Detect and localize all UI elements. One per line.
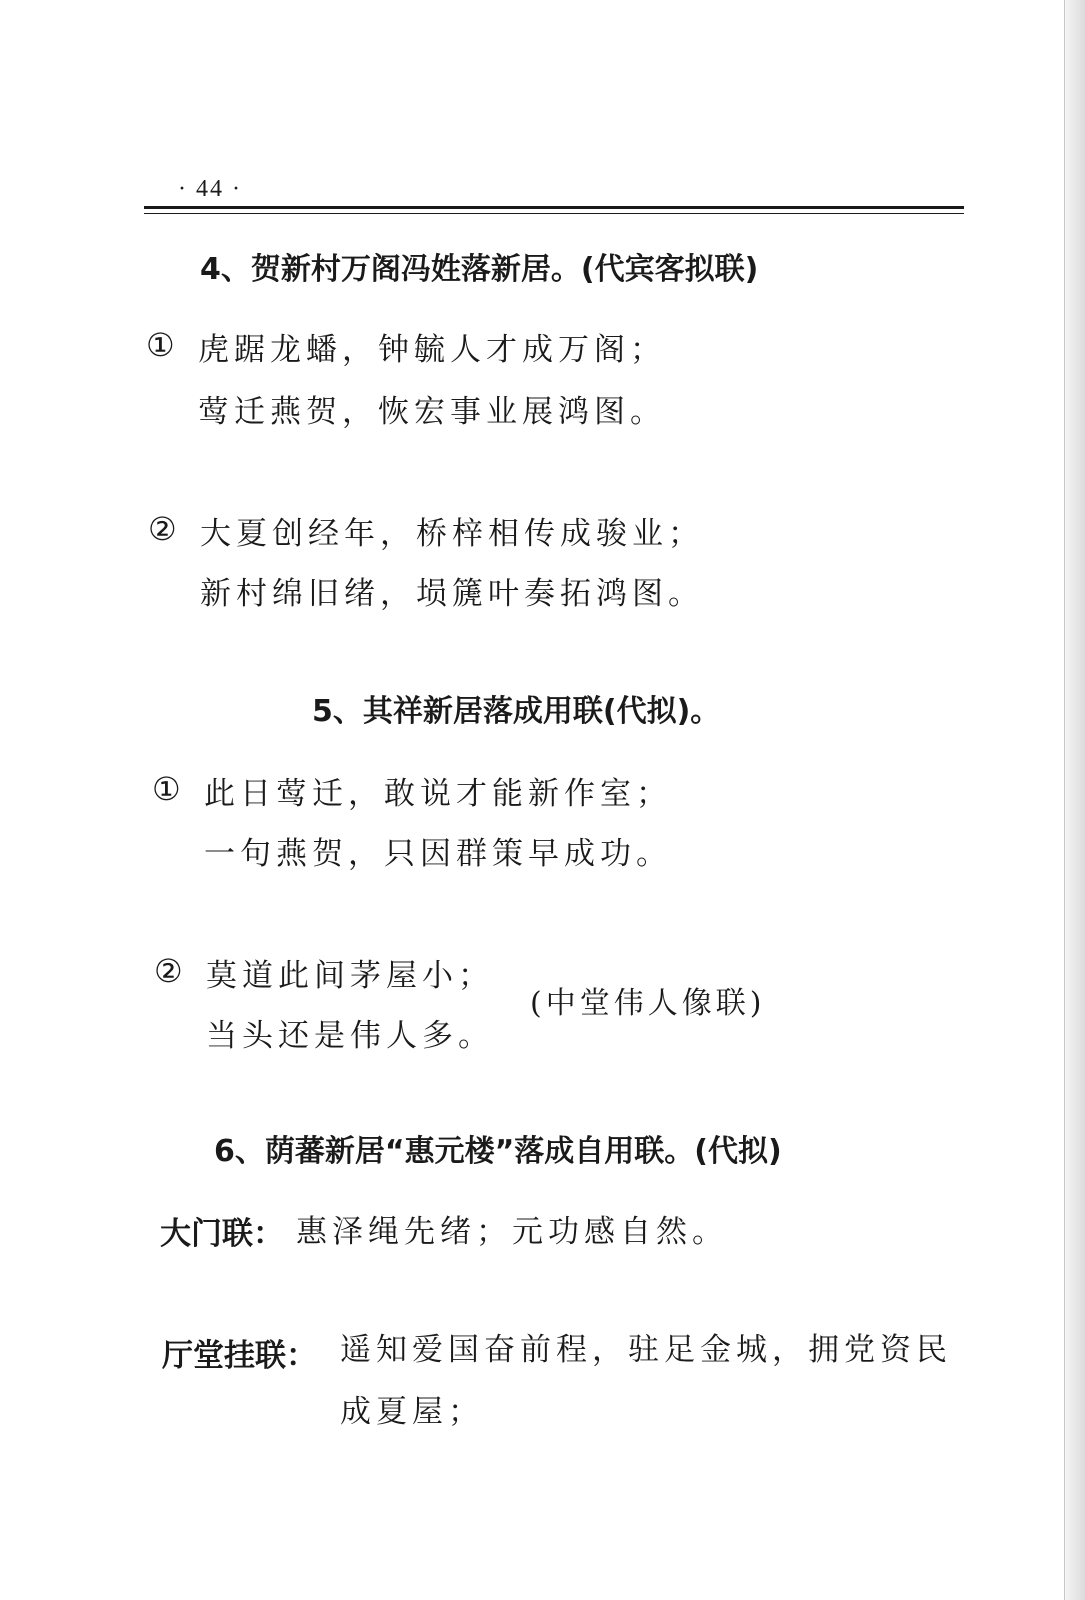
section-heading-5: 5、其祥新居落成用联(代拟)。 bbox=[312, 694, 721, 729]
couplet-line-lower: 一句燕贺，只因群策早成功。 bbox=[204, 836, 672, 872]
hall-couplet-text-cont: 成夏屋； bbox=[340, 1394, 484, 1430]
main-gate-couplet-text: 惠泽绳先绪；元功感自然。 bbox=[296, 1214, 728, 1250]
couplet-line-upper: 此日莺迁，敢说才能新作室； bbox=[204, 776, 672, 812]
couplet-marker: ② bbox=[148, 510, 177, 548]
couplet-note: (中堂伟人像联) bbox=[530, 986, 766, 1021]
couplet-marker: ② bbox=[154, 952, 183, 990]
couplet-line-lower: 当头还是伟人多。 bbox=[206, 1018, 494, 1054]
page-number: · 44 · bbox=[178, 176, 242, 202]
main-gate-couplet-label: 大门联： bbox=[160, 1216, 284, 1252]
header-rule bbox=[144, 206, 964, 209]
couplet-line-lower: 新村绵旧绪，埙篪叶奏拓鸿图。 bbox=[200, 576, 704, 612]
section-heading-6: 6、荫蕃新居“惠元楼”落成自用联。(代拟) bbox=[214, 1134, 782, 1169]
couplet-line-upper: 大夏创经年，桥梓相传成骏业； bbox=[200, 516, 704, 552]
section-heading-4: 4、贺新村万阁冯姓落新居。(代宾客拟联) bbox=[200, 252, 759, 287]
hall-couplet-text: 遥知爱国奋前程，驻足金城，拥党资民 bbox=[340, 1332, 952, 1368]
header-rule-thin bbox=[144, 213, 964, 214]
couplet-marker: ① bbox=[146, 326, 175, 364]
couplet-line-upper: 莫道此间茅屋小； bbox=[206, 958, 494, 994]
page-edge bbox=[1064, 0, 1085, 1600]
couplet-marker: ① bbox=[152, 770, 181, 808]
couplet-line-lower: 莺迁燕贺，恢宏事业展鸿图。 bbox=[198, 394, 666, 430]
couplet-line-upper: 虎踞龙蟠，钟毓人才成万阁； bbox=[198, 332, 666, 368]
hall-couplet-label: 厅堂挂联： bbox=[162, 1338, 317, 1374]
